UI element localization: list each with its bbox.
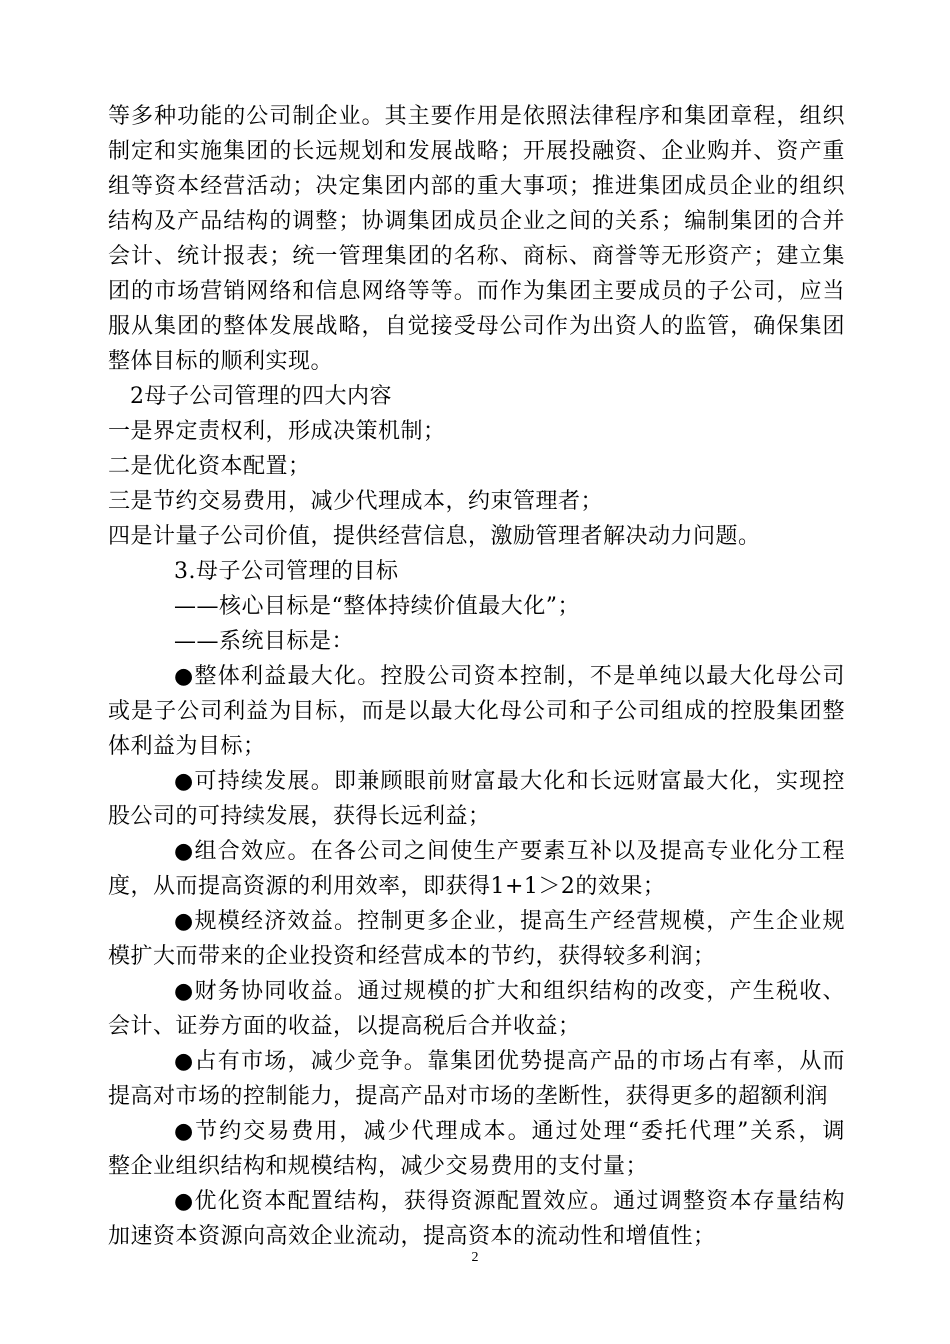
paragraph-line: 团的市场营销网络和信息网络等等。而作为集团主要成员的子公司，应当: [108, 279, 845, 304]
paragraph-line: 模扩大而带来的企业投资和经营成本的节约，获得较多利润；: [108, 944, 716, 969]
paragraph-line: 结构及产品结构的调整；协调集团成员企业之间的关系；编制集团的合并: [108, 209, 845, 234]
bullet-line: ●节约交易费用，减少代理成本。通过处理“委托代理”关系，调: [174, 1119, 845, 1144]
paragraph-line: 整企业组织结构和规模结构，减少交易费用的支付量；: [108, 1154, 649, 1179]
bullet-line: ●组合效应。在各公司之间使生产要素互补以及提高专业化分工程: [174, 839, 845, 864]
paragraph-line: 制定和实施集团的长远规划和发展战略；开展投融资、企业购并、资产重: [108, 139, 845, 164]
paragraph-line: 会计、统计报表；统一管理集团的名称、商标、商誉等无形资产；建立集: [108, 244, 845, 269]
bullet-line: ●财务协同收益。通过规模的扩大和组织结构的改变，产生税收、: [174, 979, 845, 1004]
paragraph-line: 服从集团的整体发展战略，自觉接受母公司作为出资人的监管，确保集团: [108, 314, 845, 339]
page-number: 2: [471, 1250, 479, 1265]
bullet-line: ●可持续发展。即兼顾眼前财富最大化和长远财富最大化，实现控: [174, 769, 845, 794]
paragraph-line: 等多种功能的公司制企业。其主要作用是依照法律程序和集团章程，组织: [108, 104, 845, 129]
list-item: 四是计量子公司价值，提供经营信息，激励管理者解决动力问题。: [108, 524, 761, 549]
bullet-line: ●优化资本配置结构，获得资源配置效应。通过调整资本存量结构: [174, 1189, 845, 1214]
list-item: 一是界定责权利，形成决策机制；: [108, 419, 446, 444]
paragraph-line: 或是子公司利益为目标，而是以最大化母公司和子公司组成的控股集团整: [108, 699, 845, 724]
core-goal-line: ——核心目标是“整体持续价值最大化”；: [174, 594, 580, 619]
paragraph-line: 组等资本经营活动；决定集团内部的重大事项；推进集团成员企业的组织: [108, 174, 845, 199]
bullet-line: ●占有市场，减少竞争。靠集团优势提高产品的市场占有率，从而: [174, 1049, 845, 1074]
bullet-line: ●规模经济效益。控制更多企业，提高生产经营规模，产生企业规: [174, 909, 845, 934]
section-heading: 3.母子公司管理的目标: [174, 559, 399, 584]
bullet-line: ●整体利益最大化。控股公司资本控制，不是单纯以最大化母公司: [174, 664, 845, 689]
paragraph-line: 加速资本资源向高效企业流动，提高资本的流动性和增值性；: [108, 1224, 716, 1249]
paragraph-line: 会计、证券方面的收益，以提高税后合并收益；: [108, 1014, 581, 1039]
section-heading: 2母子公司管理的四大内容: [130, 384, 392, 409]
list-item: 二是优化资本配置；: [108, 454, 311, 479]
system-goal-line: ——系统目标是：: [174, 629, 355, 654]
paragraph-line: 整体目标的顺利实现。: [108, 349, 334, 374]
paragraph-line: 提高对市场的控制能力，提高产品对市场的垄断性，获得更多的超额利润: [108, 1084, 829, 1109]
paragraph-line: 体利益为目标；: [108, 734, 266, 759]
paragraph-line: 股公司的可持续发展，获得长远利益；: [108, 804, 491, 829]
list-item: 三是节约交易费用，减少代理成本，约束管理者；: [108, 489, 604, 514]
paragraph-line: 度，从而提高资源的利用效率，即获得1+1＞2的效果；: [108, 874, 666, 899]
